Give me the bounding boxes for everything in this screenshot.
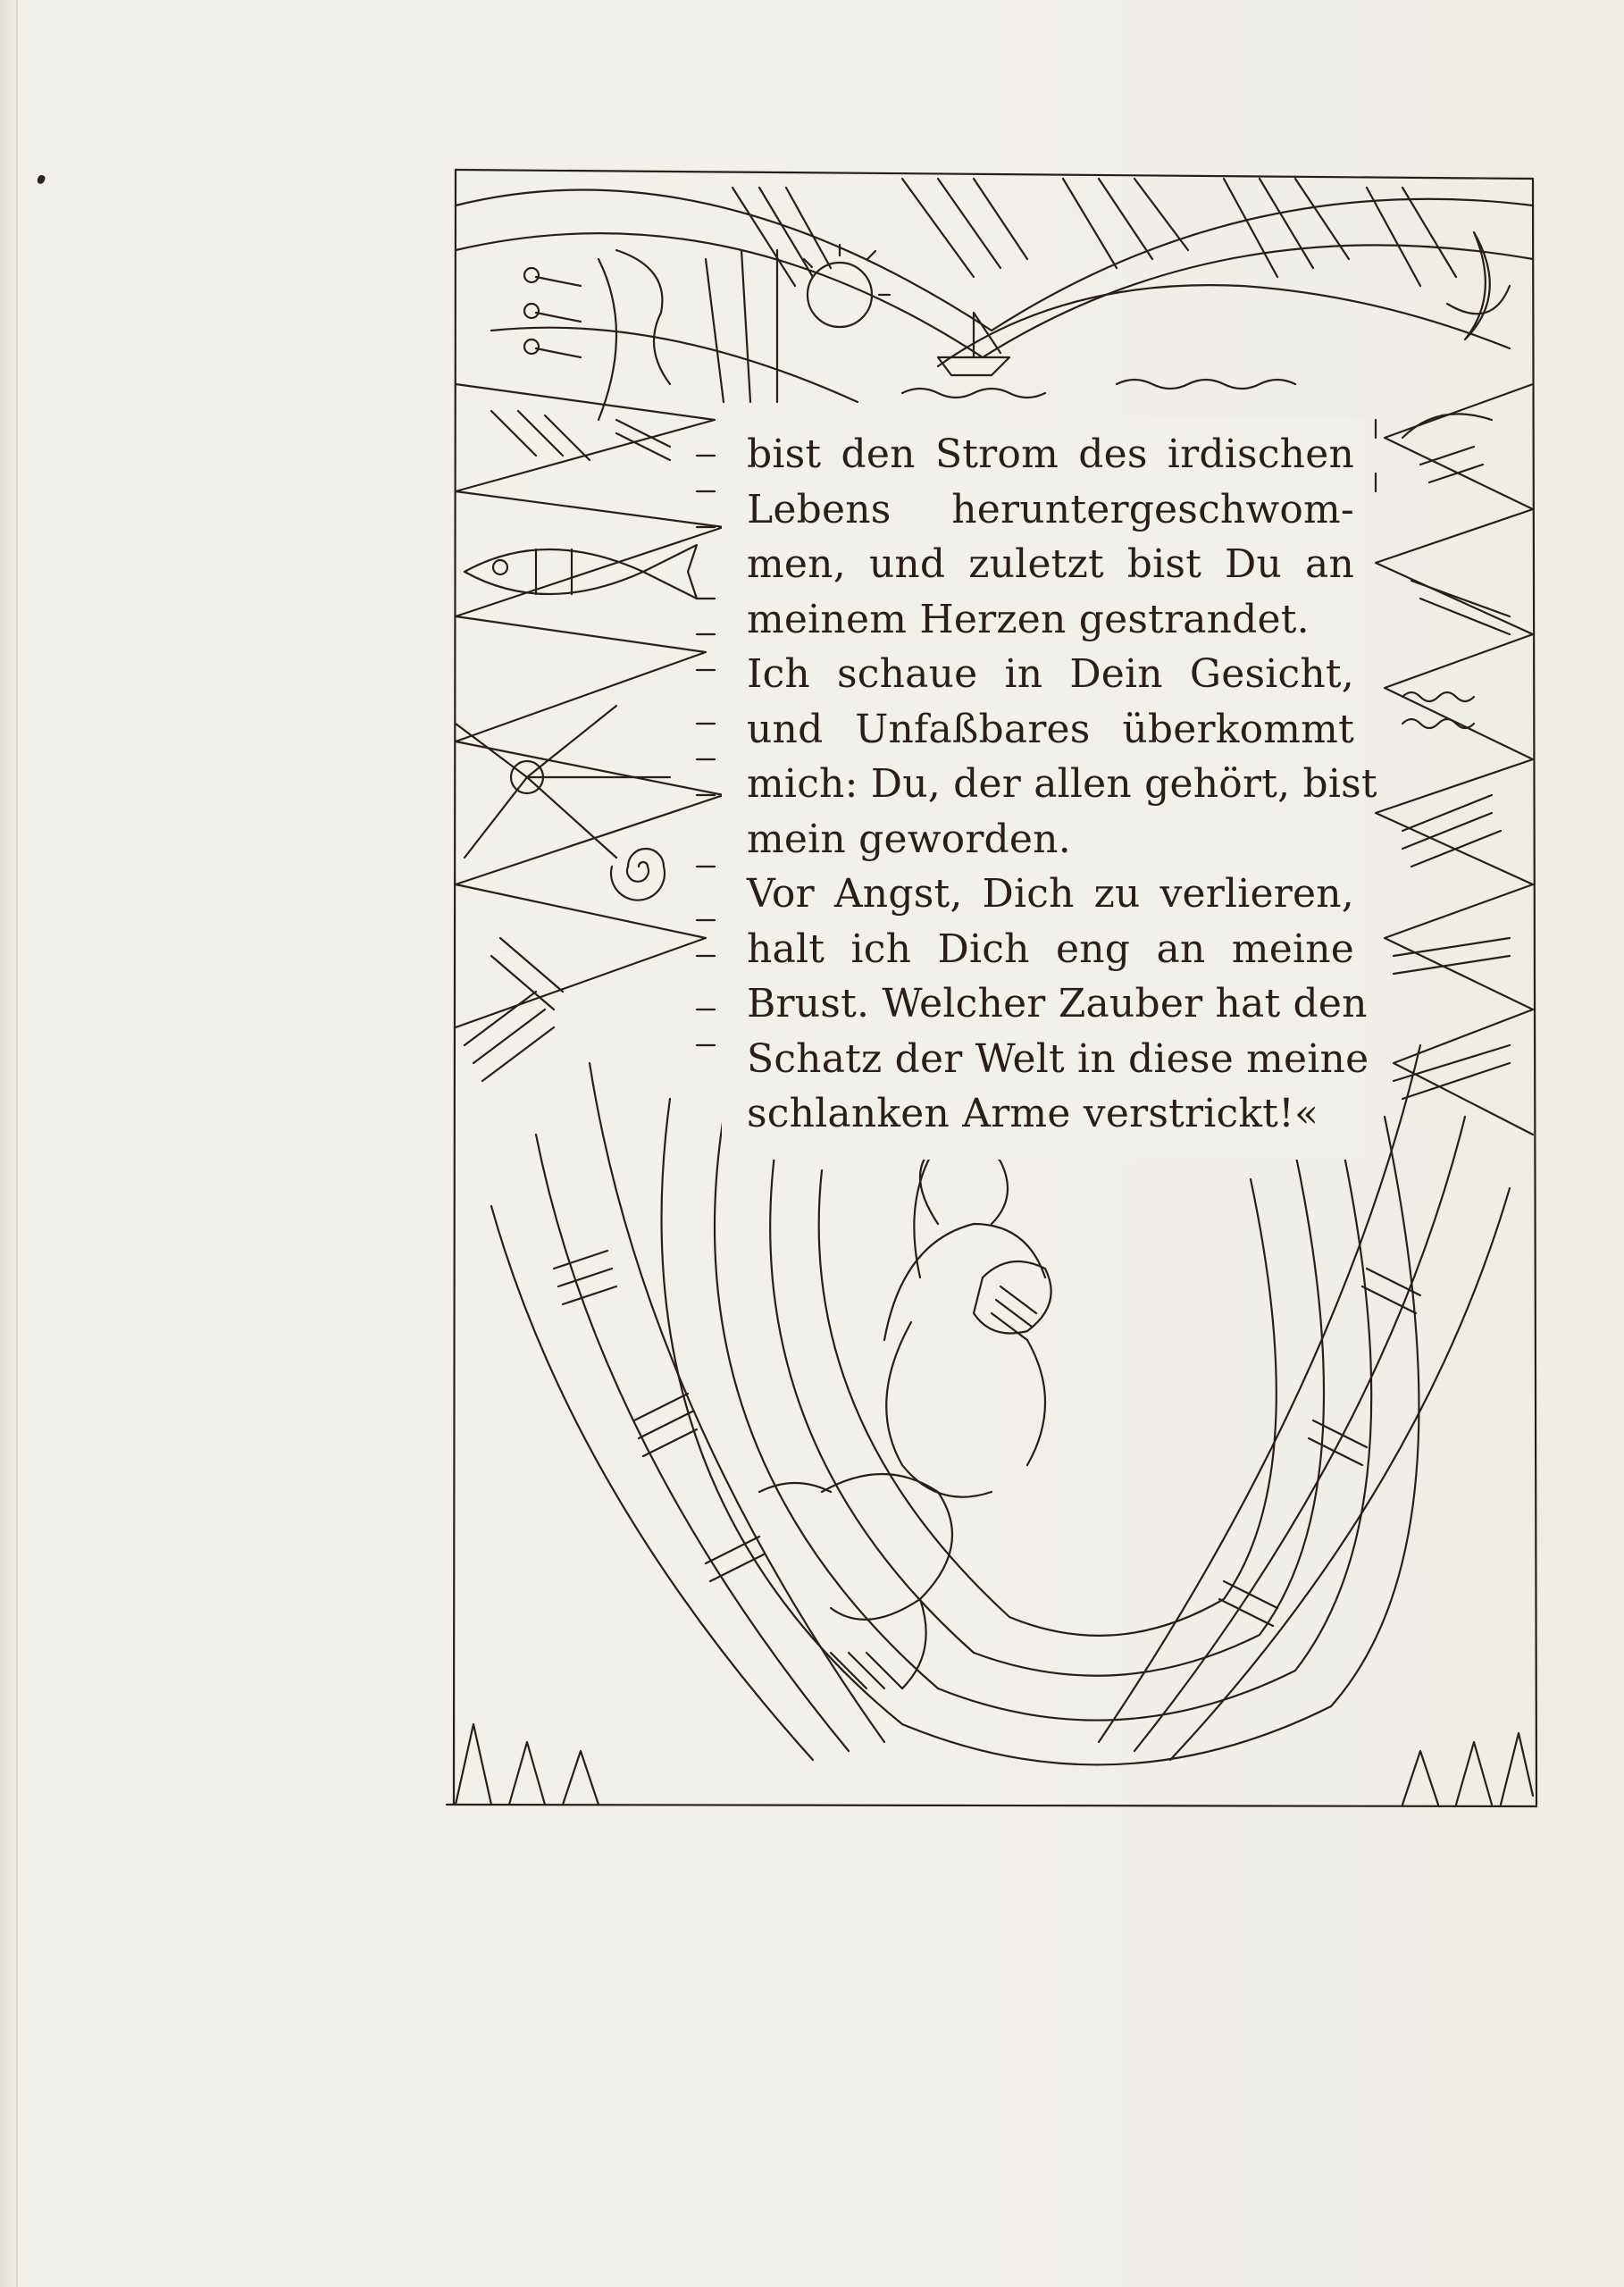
poem-line: halt ich Dich eng an meine	[747, 926, 1354, 972]
poem-line: Ich schaue in Dein Gesicht,	[747, 651, 1354, 697]
poem-line: mich: Du, der allen gehört, bist	[747, 761, 1377, 807]
poem-line: Schatz der Welt in diese meine	[747, 1035, 1369, 1082]
poem-line: Lebens heruntergeschwom-	[747, 486, 1354, 532]
poem-line: Brust. Welcher Zauber hat den	[747, 981, 1368, 1026]
ink-speck	[37, 174, 46, 185]
poem-line: und Unfaßbares überkommt	[747, 706, 1354, 752]
top-band	[456, 179, 1533, 420]
poem-line: men, und zuletzt bist Du an	[747, 541, 1354, 587]
poem-text	[747, 427, 1377, 1142]
right-column	[1376, 384, 1533, 1135]
poem-line: bist den Strom des irdischen	[747, 431, 1354, 477]
page-gutter	[16, 0, 18, 2287]
poem-line: schlanken Arme verstrickt!«	[747, 1091, 1319, 1136]
poem-line: meinem Herzen gestrandet.	[747, 596, 1310, 642]
left-column	[456, 384, 724, 1081]
poem-line: mein geworden.	[747, 816, 1071, 862]
poem-line: Vor Angst, Dich zu verlieren,	[747, 871, 1354, 917]
